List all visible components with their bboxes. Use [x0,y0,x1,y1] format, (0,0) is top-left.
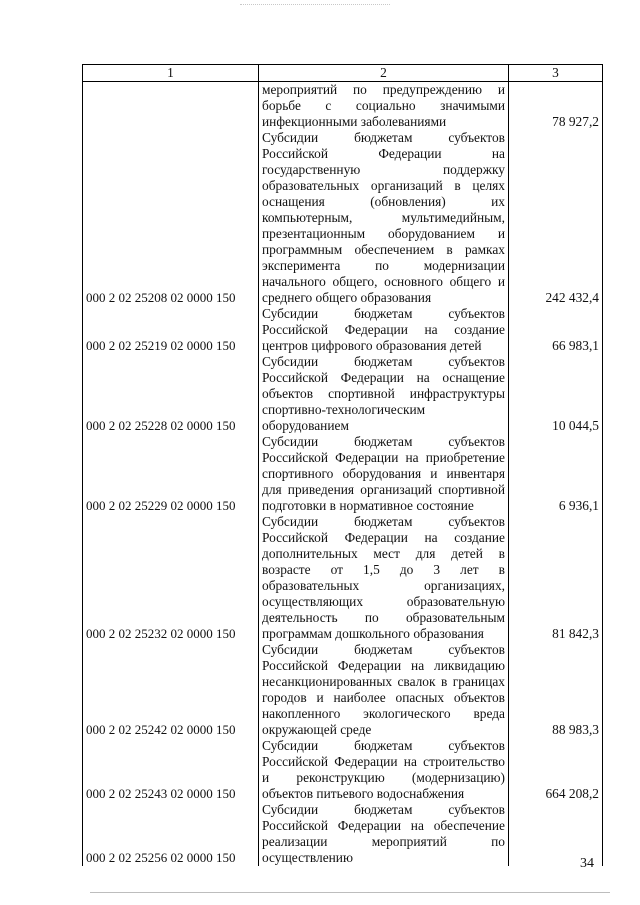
budget-code: 000 2 02 25228 02 0000 150 [83,354,259,434]
description: Субсидии бюджетам субъектов Российской Федерации на ликвидацию несанкционированных свалок в границах городов и наиболее опасных объектов накопленного экологического вреда окружающей среде [259,642,509,738]
page-number: 34 [580,856,594,871]
description: Субсидии бюджетам субъектов Российской Федерации на государственную поддержку образовательных организаций в целях оснащения (обновления) их компьютерным, мультимедийным, презентационным оборудованием и программным обеспечением в рамках эксперимента по модернизации начального общего, основного общего и среднего общего образования [259,130,509,306]
description: мероприятий по предупреждению и борьбе с социально значимыми инфекционными заболеваниями [259,82,509,131]
column-header-2: 2 [259,65,509,82]
table-row [83,642,603,738]
amount: 66 983,1 [509,306,603,354]
budget-code: 000 2 02 25229 02 0000 150 [83,434,259,514]
budget-code: 000 2 02 25208 02 0000 150 [83,130,259,306]
table-row [83,82,603,131]
table-row [83,306,603,354]
amount: 664 208,2 [509,738,603,802]
budget-code: 000 2 02 25243 02 0000 150 [83,738,259,802]
budget-code: 000 2 02 25256 02 0000 150 [83,802,259,866]
scan-artifact [240,4,390,8]
table-row [83,514,603,642]
budget-code [83,82,259,131]
table-row [83,738,603,802]
description: Субсидии бюджетам субъектов Российской Федерации на приобретение спортивного оборудования и инвентаря для приведения организаций спортивной подготовки в нормативное состояние [259,434,509,514]
table-row [83,802,603,866]
budget-table [82,64,603,866]
amount: 10 044,5 [509,354,603,434]
description: Субсидии бюджетам субъектов Российской Федерации на оснащение объектов спортивной инфраструктуры спортивно-технологическим оборудованием [259,354,509,434]
scan-artifact [90,892,610,893]
header-row [83,65,603,82]
budget-code: 000 2 02 25232 02 0000 150 [83,514,259,642]
amount: 242 432,4 [509,130,603,306]
column-header-1: 1 [83,65,259,82]
budget-code: 000 2 02 25219 02 0000 150 [83,306,259,354]
budget-code: 000 2 02 25242 02 0000 150 [83,642,259,738]
table-row [83,354,603,434]
description: Субсидии бюджетам субъектов Российской Федерации на строительство и реконструкцию (модернизацию) объектов питьевого водоснабжения [259,738,509,802]
table-row [83,130,603,306]
table-row [83,434,603,514]
description: Субсидии бюджетам субъектов Российской Федерации на обеспечение реализации мероприятий по осуществлению [259,802,509,866]
description: Субсидии бюджетам субъектов Российской Федерации на создание дополнительных мест для детей в возрасте от 1,5 до 3 лет в образовательных организациях, осуществляющих образовательную деятельность по образовательным программам дошкольного образования [259,514,509,642]
amount: 6 936,1 [509,434,603,514]
amount: 88 983,3 [509,642,603,738]
amount: 78 927,2 [509,82,603,131]
description: Субсидии бюджетам субъектов Российской Федерации на создание центров цифрового образования детей [259,306,509,354]
amount: 81 842,3 [509,514,603,642]
column-header-3: 3 [509,65,603,82]
